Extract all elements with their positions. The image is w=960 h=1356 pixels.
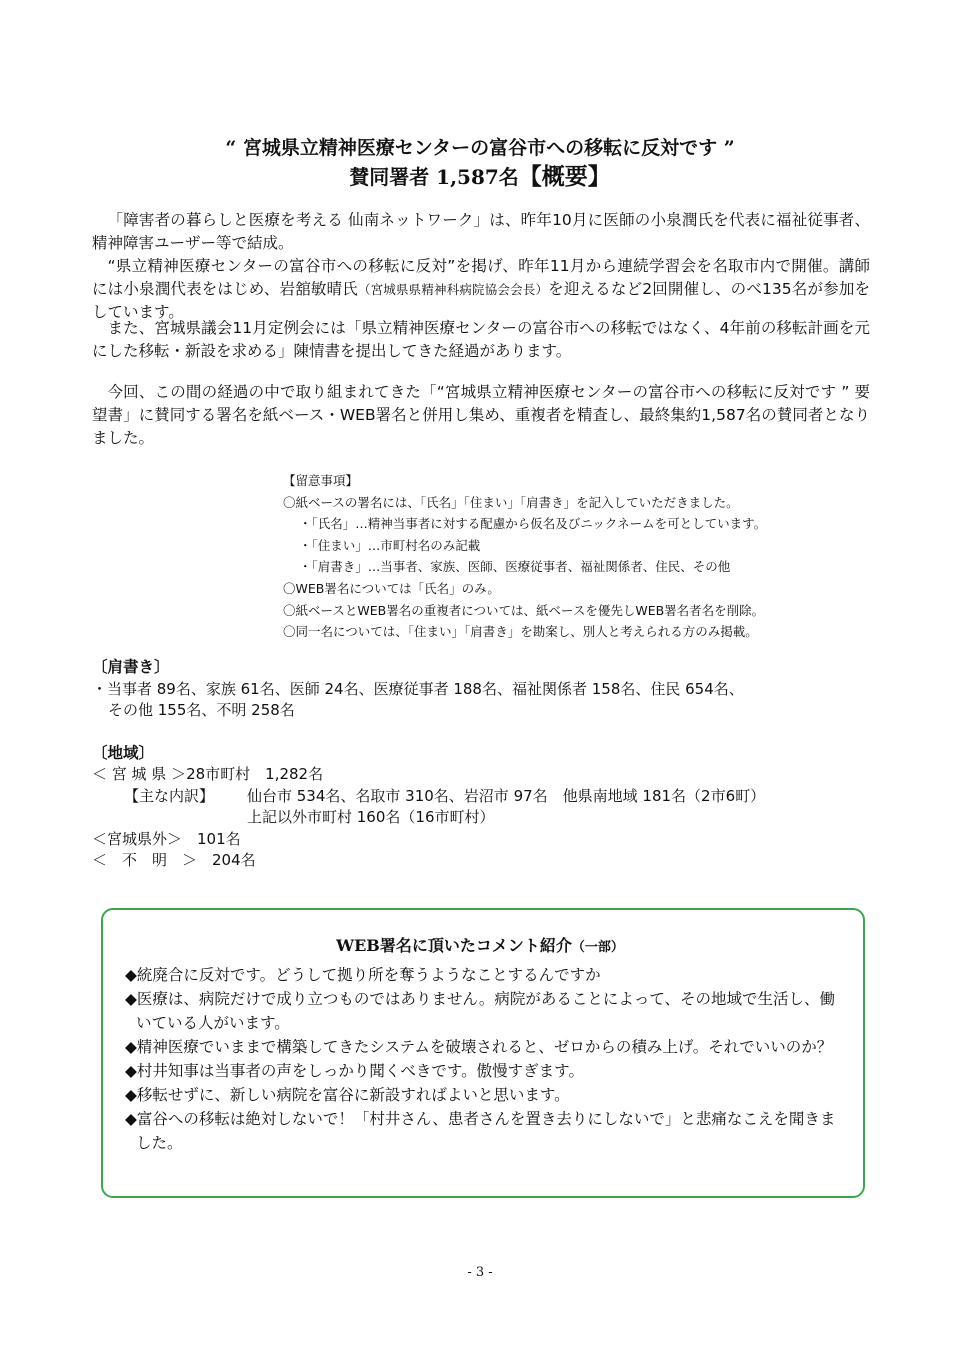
note-item: 〇紙ベースの署名には、「氏名」「住まい」「肩書き」を記入していただきました。 bbox=[283, 494, 739, 510]
intro-paragraph-1: 「障害者の暮らしと医療を考える 仙南ネットワーク」は、昨年10月に医師の小泉潤氏を代表に福祉従事者、精神障害ユーザー等で結成。 bbox=[92, 211, 870, 252]
titles-line-1: ・当事者 89名、家族 61名、医師 24名、医療従事者 188名、福祉関係者 158名、住民 654名、 bbox=[92, 680, 744, 698]
comment-item: ◆富谷への移転は絶対しないで！「村井さん、患者さんを置き去りにしないで」と悲痛なこえを聞きました。 bbox=[125, 1110, 836, 1152]
intro-paragraph-3: また、宮城県議会11月定例会には「県立精神医療センターの富谷市への移転ではなく、4年前の移転計画を元にした移転・新設を求める」陳情書を提出してきた経過があります。 bbox=[92, 319, 870, 360]
comment-item: ◆医療は、病院だけで成り立つものではありません。病院があることによって、その地域で生活し、働いている人がいます。 bbox=[125, 990, 836, 1032]
region-breakdown-1: 仙台市 534名、名取市 310名、岩沼市 97名 他県南地域 181名（2市6町） bbox=[247, 787, 766, 805]
document-subtitle bbox=[0, 162, 960, 192]
notes-heading: 【留意事項】 bbox=[283, 473, 359, 488]
note-subitem: ・「氏名」…精神当事者に対する配慮から仮名及びニックネームを可としています。 bbox=[299, 516, 767, 532]
titles-line-2: その他 155名、不明 258名 bbox=[108, 701, 295, 719]
comments-title bbox=[0, 934, 960, 960]
notes-section bbox=[283, 470, 883, 643]
intro-paragraph-4: 今回、この間の経過の中で取り組まれてきた「“宮城県立精神医療センターの富谷市への移転に反対です ” 要望書」に賛同する署名を紙ベース・WEB署名と併用し集め、重複者を精査し、最終集約1,587名の賛同者となりました。 bbox=[92, 383, 870, 447]
note-item: 〇同一名については、「住まい」「肩書き」を勘案し、別人と考えられる方のみ掲載。 bbox=[283, 624, 758, 640]
region-unknown: ＜ 不 明 ＞ 204名 bbox=[92, 851, 256, 869]
comment-item: ◆精神医療でいままで構築してきたシステムを破壊されると、ゼロからの積み上げ。それでいいのか？ bbox=[125, 1038, 833, 1056]
comments-title-text: WEB署名に頂いたコメント紹介 bbox=[336, 936, 572, 955]
region-miyagi: ＜ 宮 城 県 ＞28市町村 1,282名 bbox=[92, 765, 324, 783]
region-breakdown-2: 上記以外市町村 160名（16市町村） bbox=[247, 808, 495, 826]
signature-count: 賛同署者 1,587名 bbox=[349, 165, 519, 189]
note-item: 〇WEB署名については「氏名」のみ。 bbox=[283, 580, 500, 596]
comment-item: ◆村井知事は当事者の声をしっかり聞くべきです。傲慢すぎます。 bbox=[125, 1062, 584, 1080]
intro-paragraph-2-note: （宮城県県精神科病院協会会長） bbox=[357, 282, 549, 297]
intro-paragraph-2 bbox=[92, 255, 870, 324]
note-subitem: ・「住まい」…市町村名のみ記載 bbox=[299, 537, 481, 553]
comment-item: ◆移転せずに、新しい病院を富谷に新設すればよいと思います。 bbox=[125, 1086, 570, 1104]
intro-paragraph-2-text-b: を迎えるなど2回開催し、のべ135名が参加をしています。 bbox=[92, 280, 870, 321]
titles-heading: 〔肩書き〕 bbox=[92, 658, 170, 676]
comment-item: ◆統廃合に反対です。どうして拠り所を奪うようなことするんですか bbox=[125, 966, 601, 984]
region-outside: ＜宮城県外＞ 101名 bbox=[92, 830, 241, 848]
comments-list bbox=[125, 963, 847, 1155]
summary-tag: 【概要】 bbox=[518, 163, 611, 190]
comments-title-note: （一部） bbox=[571, 940, 624, 955]
intro-paragraph-2-text-a: “県立精神医療センターの富谷市への移転に反対”を掲げ、昨年11月から連続学習会を名取市内で開催。講師には小泉潤代表をはじめ、岩舘敏晴氏 bbox=[92, 257, 870, 298]
page-number: - 3 - bbox=[467, 1265, 493, 1280]
document-title: “ 宮城県立精神医療センターの富谷市への移転に反対です ” bbox=[225, 137, 735, 159]
region-heading: 〔地域〕 bbox=[92, 744, 155, 762]
note-item: 〇紙ベースとWEB署名の重複者については、紙ベースを優先しWEB署名者名を削除。 bbox=[283, 602, 765, 618]
note-subitem: ・「肩書き」…当事者、家族、医師、医療従事者、福祉関係者、住民、その他 bbox=[299, 559, 731, 575]
region-breakdown-label: 【主な内訳】 bbox=[124, 787, 215, 805]
